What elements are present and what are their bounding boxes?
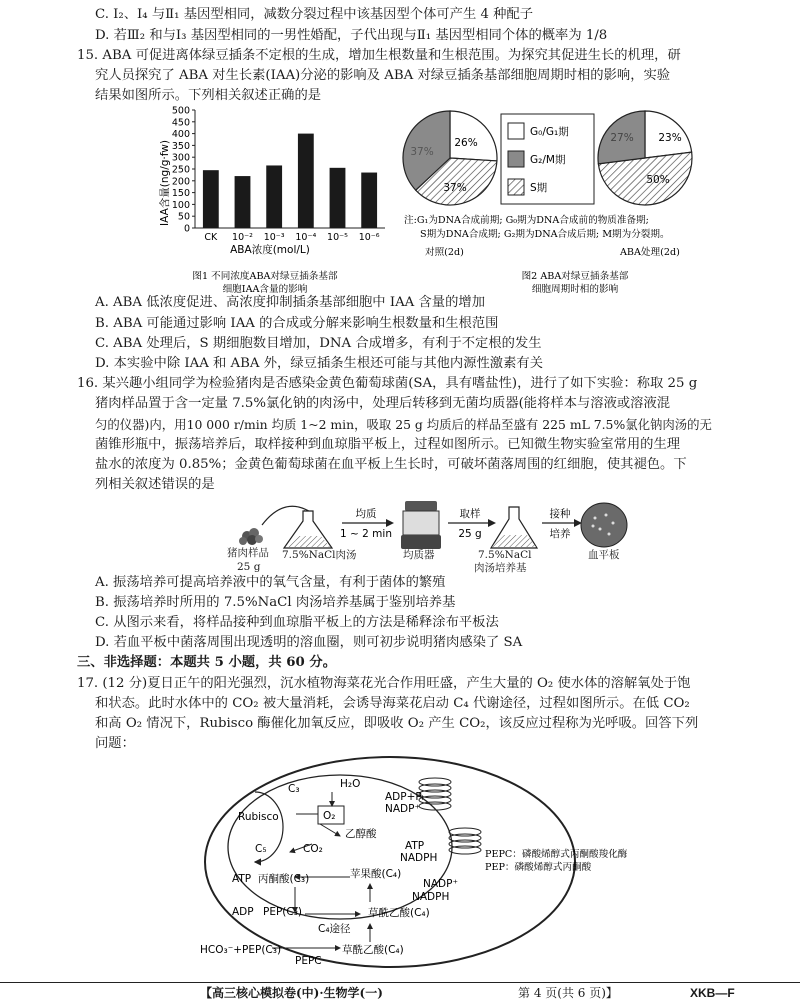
y-tick-label: 300	[171, 152, 190, 164]
q16-stem: 16. 某兴趣小组同学为检验猪肉是否感染金黄色葡萄球菌(SA，具有嗜盐性)，进行了如下实验：称取 25 g	[77, 376, 698, 391]
x-tick-label: 10⁻³	[263, 232, 285, 243]
flask-icon	[491, 507, 537, 548]
fig1-bars	[203, 134, 380, 243]
q17-stem: 问题：	[95, 736, 135, 751]
blood-plate-icon	[581, 503, 627, 547]
rubisco-label: Rubisco	[238, 811, 279, 823]
fig1-x-label: ABA浓度(mol/L)	[230, 244, 310, 256]
flask-icon	[284, 511, 332, 548]
q16-option-b: B. 振荡培养时所用的 7.5%NaCl 肉汤培养基属于鉴别培养基	[95, 595, 456, 610]
slice-g0g1	[450, 111, 497, 161]
q17-stem: 和状态。此时水体中的 CO₂ 被大量消耗，会诱导海菜花启动 C₄ 代谢途径，过程如图所示。在低 CO₂	[95, 696, 690, 711]
pie-right-g2m-label: 27%	[610, 132, 634, 144]
section-three-heading: 三、非选择题：本题共 5 小题，共 60 分。	[77, 655, 337, 670]
y-tick-label: 100	[171, 199, 190, 211]
broth2-label: 肉汤培养基	[474, 562, 527, 574]
fig2-caption: 图2 ABA对绿豆插条基部	[521, 271, 629, 282]
bar-0	[203, 170, 219, 228]
y-tick-label: 150	[171, 188, 190, 200]
co2-label: CO₂	[303, 843, 323, 855]
pie-left-g2m-label: 37%	[410, 146, 434, 158]
q15-option-b: B. ABA 可能通过影响 IAA 的合成或分解来影响生根数量和生根范围	[95, 316, 499, 331]
q15-option-a: A. ABA 低浓度促进、高浓度抑制插条基部细胞中 IAA 含量的增加	[95, 295, 485, 310]
meat-sample-label: 猪肉样品	[227, 547, 269, 559]
bar-2	[266, 165, 282, 228]
q16-stem: 列相关叙述错误的是	[95, 477, 215, 492]
atp2-label: ATP	[232, 873, 252, 885]
step-inoculate: 接种	[549, 508, 571, 520]
x-tick-label: CK	[204, 232, 218, 243]
nadph2-label: NADPH	[412, 891, 450, 903]
q15-option-c: C. ABA 处理后，S 期细胞数目增加，DNA 合成增多，有利于不定根的发生	[95, 336, 542, 351]
bar-5	[361, 173, 377, 228]
q15-stem: 结果如图所示。下列相关叙述正确的是	[95, 88, 322, 103]
broth-label: 7.5%NaCl肉汤	[282, 549, 357, 561]
y-tick-label: 200	[171, 176, 190, 188]
c5-label: C₅	[255, 843, 267, 855]
step-sample: 取样	[459, 508, 481, 520]
y-tick-label: 350	[171, 140, 190, 152]
homogenizer-icon	[401, 501, 441, 549]
bar-4	[330, 168, 346, 228]
fig2-note: S期为DNA合成期; G₂期为DNA合成后期; M期为分裂期。	[420, 229, 670, 240]
y-tick-label: 500	[171, 105, 190, 117]
pie-left-g0g1-label: 26%	[454, 137, 478, 149]
q17-stem: 17. (12 分)夏日正午的阳光强烈，沉水植物海菜花光合作用旺盛，产生大量的 O₂ 使水体的溶解氧处于饱	[77, 676, 691, 691]
pep-label: PEP(C₃)	[263, 906, 303, 918]
y-tick-label: 250	[171, 164, 190, 176]
pie-right-s-label: 50%	[646, 174, 670, 186]
adp-pi-label: ADP+Pᵢ	[385, 791, 424, 803]
fig2-legend	[501, 114, 594, 204]
legend-g2m: G₂/M期	[530, 154, 566, 166]
homogenizer-label: 均质器	[403, 549, 435, 561]
q15-stem: 究人员探究了 ABA 对生长素(IAA)分泌的影响及 ABA 对绿豆插条基部细胞周期时相的影响，实验	[95, 68, 671, 83]
x-tick-label: 10⁻⁴	[295, 232, 317, 243]
arrow-icon	[488, 519, 496, 527]
x-tick-label: 10⁻⁵	[327, 232, 348, 243]
bar-1	[235, 176, 251, 228]
step-culture: 培养	[549, 528, 571, 540]
q17-stem: 和高 O₂ 情况下，Rubisco 酶催化加氧反应，即吸收 O₂ 产生 CO₂，该反应过程称为光呼吸。回答下列	[95, 716, 699, 731]
plate-label: 血平板	[588, 549, 620, 561]
fig2-caption: 细胞周期时相的影响	[531, 284, 619, 295]
option-c-line: C. Ⅰ₂、Ⅰ₄ 与Ⅱ₁ 基因型相同，减数分裂过程中该基因型个体可产生 4 种配子	[95, 7, 534, 22]
meat-sample-mass: 25 g	[237, 561, 261, 573]
step-homogenize: 均质	[355, 508, 377, 520]
x-tick-label: 10⁻²	[232, 232, 253, 243]
fig2-pie-charts	[400, 103, 745, 295]
y-tick-label: 450	[171, 117, 190, 129]
pie-right-g0g1-label: 23%	[658, 132, 682, 144]
x-tick-label: 10⁻⁶	[358, 232, 380, 243]
bar-3	[298, 134, 314, 228]
pie-aba	[598, 111, 692, 205]
q15-option-d: D. 本实验中除 IAA 和 ABA 外，绿豆插条生根还可能与其他内源性激素有关	[95, 356, 543, 371]
y-tick-label: 0	[183, 223, 190, 235]
fig1-bar-chart	[150, 103, 400, 295]
adp-label: ADP	[232, 906, 254, 918]
pie-left-s-label: 37%	[443, 182, 467, 194]
meat-sample-icon	[239, 528, 263, 545]
pyruvate-label: 丙酮酸(C₃)	[258, 873, 310, 885]
hco3-label: HCO₃⁻+PEP(C₃)	[200, 944, 282, 956]
pepc-label: PEPC	[295, 955, 322, 967]
q16-stem: 盐水的浓度为 0.85%；金黄色葡萄球菌在血平板上生长时，可破坏菌落周围的红细胞，使其褪色。下	[95, 457, 687, 472]
y-tick-label: 400	[171, 129, 190, 141]
fig2-note: 注:G₁为DNA合成前期; G₀期为DNA合成前的物质准备期;	[404, 215, 649, 226]
q16-stem: 菌锥形瓶中，振荡培养后，取样接种到血琼脂平板上，过程如图所示。已知微生物实验室常用的生理	[95, 437, 681, 452]
c3-label: C₃	[288, 783, 300, 795]
q15-stem: 15. ABA 可促进离体绿豆插条不定根的生成，增加生根数量和生根范围。为探究其促进生长的机理，研	[77, 48, 681, 63]
footer-title: 【高三核心模拟卷(中)·生物学(一)	[200, 986, 383, 1000]
arrow-icon	[386, 519, 394, 527]
q16-stem: 匀的仪器)内，用10 000 r/min 均质 1~2 min，吸取 25 g 均质后的样品至盛有 225 mL 7.5%氯化钠肉汤的无	[95, 417, 712, 432]
q16-option-a: A. 振荡培养可提高培养液中的氧气含量，有利于菌体的繁殖	[95, 575, 446, 590]
step-homogenize-time: 1 ~ 2 min	[340, 528, 392, 540]
fig1-caption: 图1 不同浓度ABA对绿豆插条基部	[192, 271, 338, 282]
glycolate-label: 乙醇酸	[345, 828, 377, 840]
y-tick-label: 50	[177, 211, 190, 223]
footer-page: 第 4 页(共 6 页)】	[518, 986, 618, 1000]
q16-option-c: C. 从图示来看，将样品接种到血琼脂平板上的方法是稀释涂布平板法	[95, 615, 499, 630]
broth2-label: 7.5%NaCl	[478, 549, 532, 561]
pie-right-title: ABA处理(2d)	[620, 247, 680, 258]
h2o-label: H₂O	[340, 778, 361, 790]
oxaloacetate2-label: 草酰乙酸(C₄)	[342, 944, 404, 956]
fig1-caption: 细胞IAA含量的影响	[222, 284, 308, 295]
pie-left-title: 对照(2d)	[425, 247, 464, 258]
footer-rule	[0, 982, 800, 983]
footer-code: XKB—F	[690, 986, 735, 1000]
q16-option-d: D. 若血平板中菌落周围出现透明的溶血圈，则可初步说明猪肉感染了 SA	[95, 635, 523, 650]
fig4-c4-diagram	[200, 752, 760, 972]
option-d-line: D. 若Ⅲ₂ 和与Ⅰ₃ 基因型相同的一男性婚配，子代出现与Ⅱ₁ 基因型相同个体的概率为 1/8	[95, 28, 608, 43]
o2-label: O₂	[323, 810, 336, 822]
oxaloacetate-label: 草酰乙酸(C₄)	[368, 907, 430, 919]
legend-s: S期	[530, 182, 548, 194]
legend-pepc: PEPC：磷酸烯醇式丙酮酸羧化酶	[485, 849, 628, 860]
legend-pep: PEP：磷酸烯醇式丙酮酸	[485, 862, 592, 873]
legend-g0g1: G₀/G₁期	[530, 126, 569, 138]
fig1-y-label: IAA含量(ng/g·fw)	[159, 140, 171, 226]
malate-label: 苹果酸(C₄)	[350, 868, 402, 880]
atp-label: ATP	[405, 840, 425, 852]
c4-pathway-label: C₄途径	[318, 923, 351, 935]
nadp-label: NADP⁺	[385, 803, 420, 815]
step-sample-mass: 25 g	[458, 528, 482, 540]
nadp2-label: NADP⁺	[423, 878, 458, 890]
q16-stem: 猪肉样品置于含一定量 7.5%氯化钠的肉汤中，处理后转移到无菌均质器(能将样本与溶液或溶液混	[95, 396, 671, 411]
nadph-label: NADPH	[400, 852, 438, 864]
